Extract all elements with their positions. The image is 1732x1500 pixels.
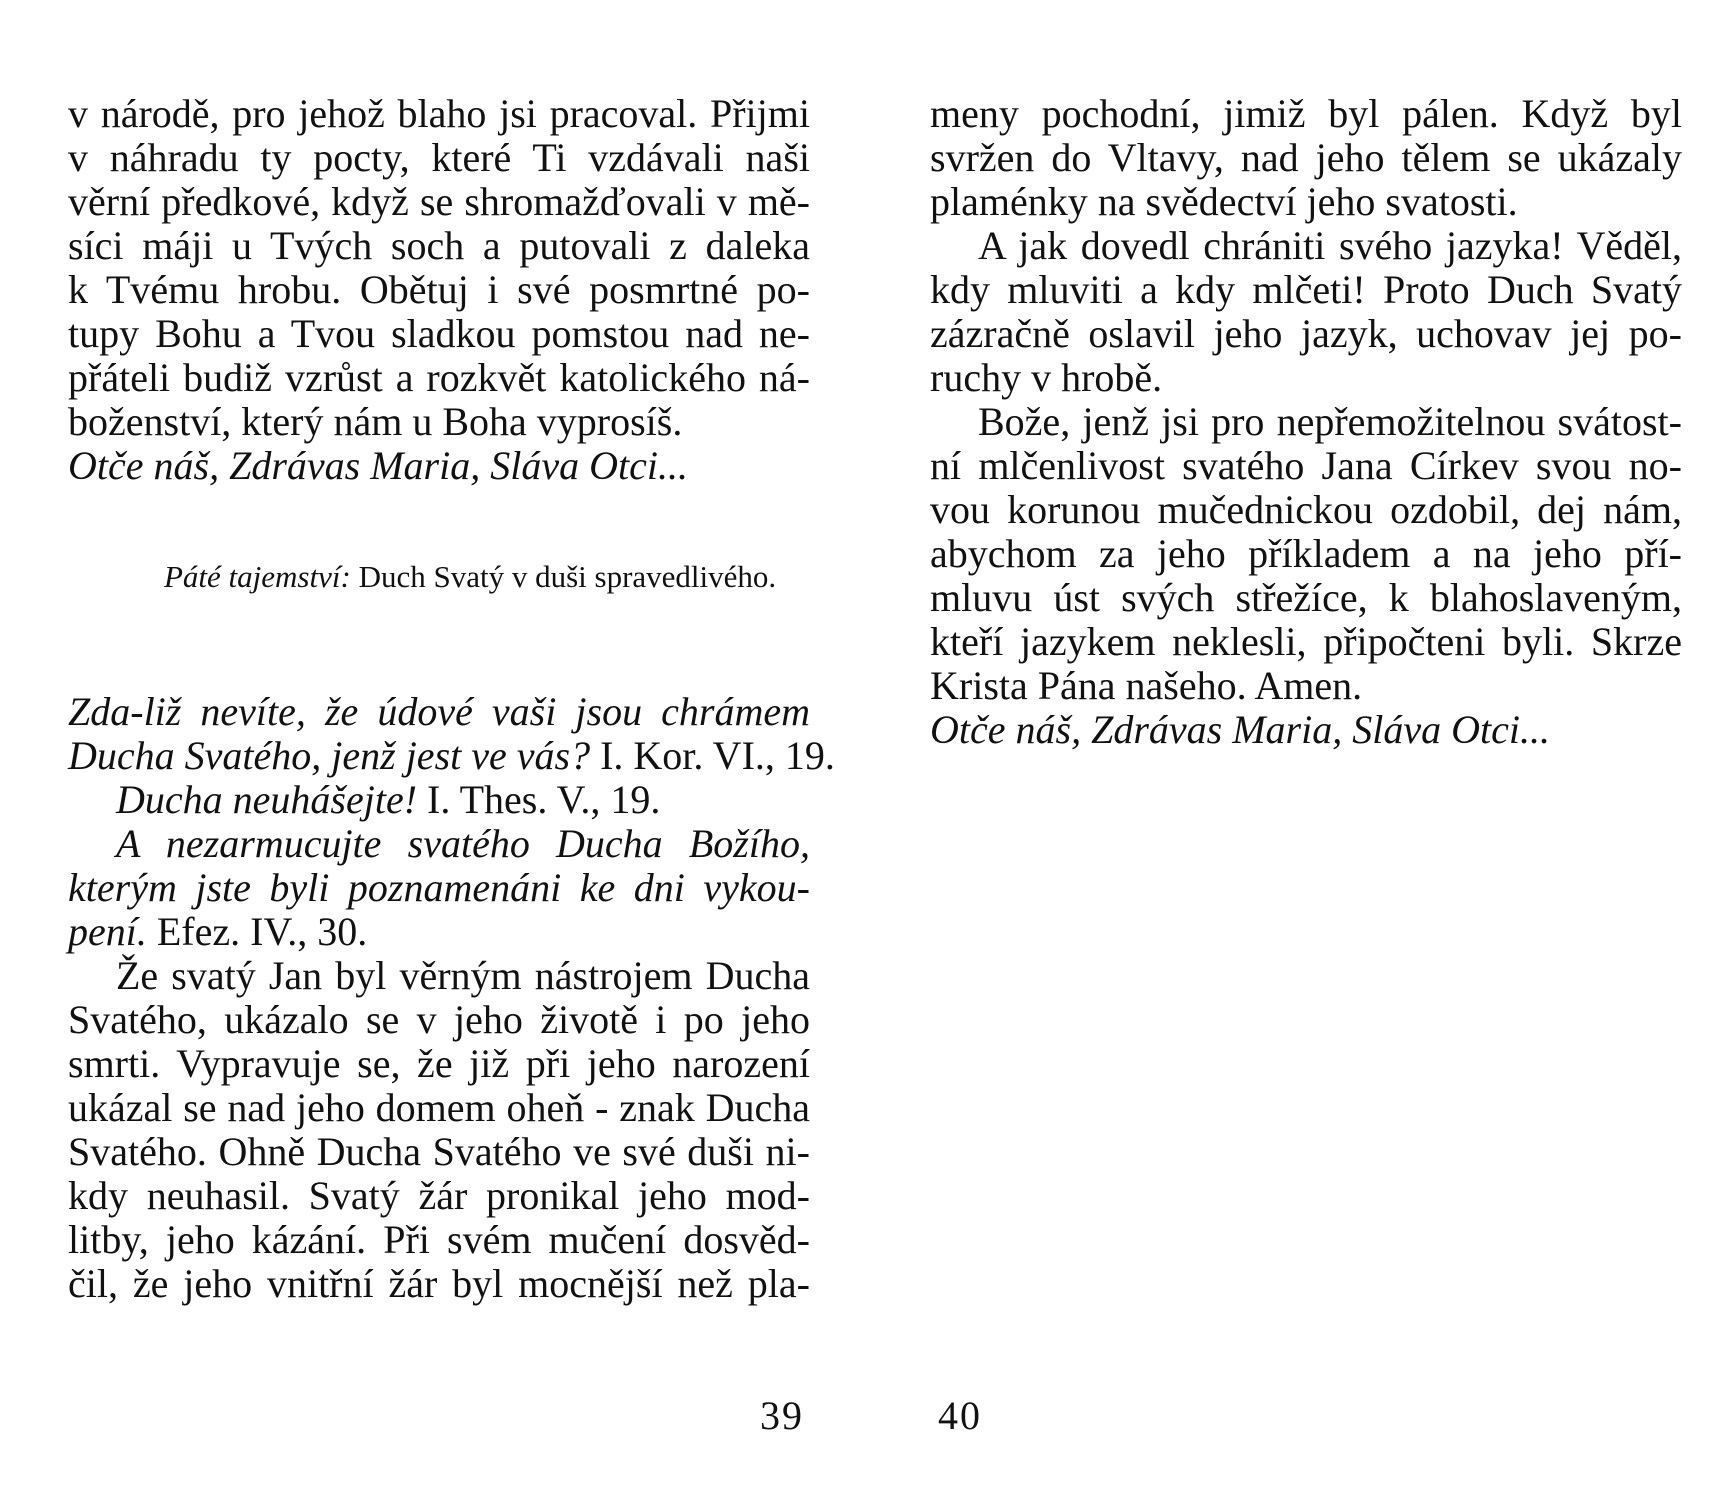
text-line: mluvu úst svých střežíce, k blahoslaveným, xyxy=(930,575,1682,620)
mystery-heading-text: Duch Svatý v duši spravedlivého. xyxy=(358,559,777,594)
page-number: 39 xyxy=(760,1393,804,1438)
mystery-heading xyxy=(164,548,810,606)
scripture-reference: Efez. IV., 30. xyxy=(156,909,368,954)
text-line: Svatého, ukázalo se v jeho životě i po jeho xyxy=(68,997,810,1042)
text-line: tupy Bohu a Tvou sladkou pomstou nad ne- xyxy=(68,311,810,356)
scripture-text: Ducha Svatého, jenž jest ve vás? xyxy=(68,733,591,778)
page-number: 40 xyxy=(938,1393,982,1438)
text-line: vou korunou mučednickou ozdobil, dej nám, xyxy=(930,487,1682,532)
text-line: kdy neuhasil. Svatý žár pronikal jeho mod- xyxy=(68,1173,810,1218)
prayer-closing: Otče náš, Zdrávas Maria, Sláva Otci... xyxy=(68,443,688,488)
scripture-text: Ducha neuhášejte! xyxy=(116,777,418,822)
text-line: Svatého. Ohně Ducha Svatého ve své duši ni- xyxy=(68,1129,810,1174)
text-line: v náhradu ty pocty, které Ti vzdávali naši xyxy=(68,135,810,180)
text-line: svržen do Vltavy, nad jeho tělem se ukázaly xyxy=(930,135,1682,180)
text-line: v národě, pro jehož blaho jsi pracoval. Přijmi xyxy=(68,91,810,136)
scripture-reference: I. Kor. VI., 19. xyxy=(600,733,835,778)
text-line: abychom za jeho příkladem a na jeho pří- xyxy=(930,531,1682,576)
text-line: ruchy v hrobě. xyxy=(930,355,1163,400)
text-line: síci máji u Tvých soch a putovali z daleka xyxy=(68,223,810,268)
scripture-reference: I. Thes. V., 19. xyxy=(427,777,661,822)
text-line: ní mlčenlivost svatého Jana Církev svou no- xyxy=(930,443,1682,488)
text-line: zázračně oslavil jeho jazyk, uchovav jej po- xyxy=(930,311,1682,356)
text-line: plaménky na svědectví jeho svatosti. xyxy=(930,179,1518,224)
text-line: boženství, který nám u Boha vyprosíš. xyxy=(68,399,683,444)
text-line: meny pochodní, jimiž byl pálen. Když byl xyxy=(930,91,1682,136)
text-line: ukázal se nad jeho domem oheň - znak Ducha xyxy=(68,1085,810,1130)
prayer-closing: Otče náš, Zdrávas Maria, Sláva Otci... xyxy=(930,707,1550,752)
text-line: kdy mluviti a kdy mlčeti! Proto Duch Svatý xyxy=(930,267,1682,312)
scripture-verse: A nezarmucujte svatého Ducha Božího, xyxy=(116,821,810,866)
text-line: k Tvému hrobu. Obětuj i své posmrtné po- xyxy=(68,267,810,312)
scripture-text: pení. xyxy=(68,909,147,954)
scripture-verse: Zda-liž nevíte, že údové vaši jsou chrámem xyxy=(68,689,810,734)
text-line: Krista Pána našeho. Amen. xyxy=(930,663,1363,708)
scripture-verse xyxy=(68,733,835,778)
text-line: čil, že jeho vnitřní žár byl mocnější než pla- xyxy=(68,1261,810,1306)
text-line: litby, jeho kázání. Při svém mučení dosvěd- xyxy=(68,1217,810,1262)
scripture-verse xyxy=(68,910,810,954)
text-line: kteří jazykem neklesli, připočteni byli. Skrze xyxy=(930,619,1682,664)
scripture-verse: kterým jste byli poznamenáni ke dni vykou- xyxy=(68,865,810,910)
text-line: věrní předkové, když se shromažďovali v mě- xyxy=(68,179,810,224)
mystery-heading-lead: Páté tajemství: xyxy=(164,559,351,594)
right-page xyxy=(866,0,1732,1500)
text-line: Bože, jenž jsi pro nepřemožitelnou svátost- xyxy=(978,399,1682,444)
text-line: A jak dovedl chrániti svého jazyka! Věděl, xyxy=(978,223,1682,268)
text-line: Že svatý Jan byl věrným nástrojem Ducha xyxy=(116,953,810,998)
text-line: smrti. Vypravuje se, že již při jeho narození xyxy=(68,1041,810,1086)
text-line: přáteli budiž vzrůst a rozkvět katolického ná- xyxy=(68,355,810,400)
scripture-verse xyxy=(68,778,810,822)
